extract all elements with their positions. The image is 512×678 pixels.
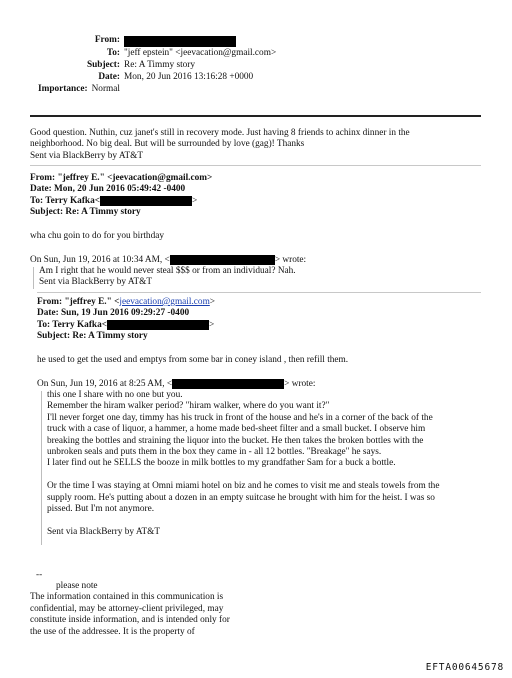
story-line: unbroken seals and puts them in the box they came in - all 12 bottles. "Breakage" he says. [47, 446, 382, 457]
msg2-subject: Subject: Re: A Timmy story [30, 207, 141, 218]
disclaimer-line: The information contained in this communication is [30, 592, 224, 603]
redaction-box [172, 379, 284, 389]
quote-line: Am I right that he would never steal $$$ or from an individual? Nah. [39, 266, 296, 276]
msg3-from-prefix: From: "jeffrey E." < [37, 297, 120, 307]
message-2-header [30, 173, 485, 219]
message-divider [30, 165, 481, 166]
redaction-box [170, 255, 275, 265]
msg2-date: Date: Mon, 20 Jun 2016 05:49:42 -0400 [30, 184, 186, 195]
disclaimer-line: confidential, may be attorney-client privileged, may [30, 603, 224, 614]
signature-separator [36, 570, 491, 581]
quote-bar [41, 391, 42, 545]
msg3-body-text: he used to get the used and emptys from some bar in coney island , then refill them. [37, 355, 349, 365]
importance-label: Importance: [38, 84, 88, 95]
story-line: I later find out he SELLS the booze in milk bottles to my grandfather Sam for a buck a bottle. [47, 458, 396, 469]
msg2-to: To: Terry Kafka< [30, 195, 101, 206]
msg3-signature: Sent via BlackBerry by AT&T [47, 526, 161, 537]
header-subject-row [30, 59, 490, 71]
msg3-to-end: > [209, 319, 215, 330]
msg3-to: To: Terry Kafka< [37, 319, 108, 330]
disclaimer [30, 581, 485, 638]
message-2-body [30, 231, 485, 242]
to-label: To: [106, 47, 120, 58]
redaction-box [100, 196, 192, 206]
message-divider [37, 292, 481, 293]
msg3-quote-intro-end: > wrote: [284, 379, 316, 390]
story-line: pissed. But I'm not anymore. [47, 503, 155, 514]
reply-line: Good question. Nuthin, cuz janet's still in recovery mode. Just having 8 friends to achinx dinner in the [30, 128, 410, 138]
msg3-subject: Subject: Re: A Timmy story [37, 331, 148, 342]
message-2-quote-intro [30, 255, 485, 266]
msg3-to-row [37, 320, 492, 331]
sig-dashes: -- [36, 570, 43, 580]
redaction-box [124, 36, 236, 47]
quote-line: Sent via BlackBerry by AT&T [39, 277, 153, 288]
message-2-quote [39, 266, 494, 289]
story-line: breaking the bottles and straining the liquor into the bucket. He then takes the broken bottles with the [47, 435, 424, 446]
story-line: I'll never forget one day, timmy has his truck in front of the house and he's in a corner of the back of the [47, 412, 433, 423]
msg3-email-link[interactable]: jeevacation@gmail.com [119, 297, 210, 307]
msg2-to-end: > [192, 195, 198, 206]
reply-body [30, 128, 485, 162]
msg2-quote-intro-row [30, 255, 485, 266]
msg3-quote-intro: On Sun, Jun 19, 2016 at 8:25 AM, < [37, 379, 173, 390]
message-3-header [37, 297, 492, 343]
to-value: "jeff epstein" <jeevacation@gmail.com> [124, 47, 277, 58]
header-importance-row [30, 84, 490, 96]
subject-label: Subject: [86, 59, 120, 70]
msg2-to-row [30, 196, 485, 207]
disclaimer-line: the use of the addressee. It is the property of [30, 626, 195, 637]
story-line: Or the time I was staying at Omni miami hotel on biz and he comes to visit me and steals towels from the [47, 481, 440, 492]
message-3-quote [47, 390, 487, 538]
msg2-body-text: wha chu goin to do for you birthday [30, 231, 165, 241]
document-id: EFTA00645678 [425, 662, 504, 673]
msg2-quote-intro-end: > wrote: [274, 255, 307, 266]
reply-line: neighborhood. No big deal. But will be surrounded by love (gag)! Thanks [30, 139, 305, 150]
disclaimer-line: constitute inside information, and is intended only for [30, 615, 230, 626]
redaction-box [107, 320, 209, 330]
msg3-quote-intro-row [37, 379, 492, 390]
paragraph-spacer [47, 515, 487, 526]
disclaimer-note: please note [56, 581, 98, 591]
message-3-quote-intro [37, 379, 492, 390]
date-label: Date: [98, 71, 120, 82]
story-line: supply room. He's putting about a dozen in an empty suitcase he brought with him for the heist. I was so [47, 492, 435, 503]
header-date-row [30, 72, 490, 84]
header-from-row [30, 35, 490, 47]
msg3-date: Date: Sun, 19 Jun 2016 09:29:27 -0400 [37, 308, 190, 319]
story-line: truck with a case of liquor, a hammer, a home made bed-sheet filter and a small bucket. I observe him [47, 424, 426, 435]
story-line: Remember the hiram walker period? "hiram walker, where do you want it?" [47, 401, 330, 412]
header-to-row [30, 47, 490, 59]
story-line: this one I share with no one but you. [47, 390, 183, 400]
email-header [30, 35, 490, 96]
from-label: From: [94, 35, 120, 46]
date-value: Mon, 20 Jun 2016 13:16:28 +0000 [124, 71, 254, 82]
msg3-from-row [37, 297, 492, 308]
message-3-body [37, 355, 492, 366]
subject-value: Re: A Timmy story [124, 59, 196, 70]
msg2-quote-intro: On Sun, Jun 19, 2016 at 10:34 AM, < [30, 255, 170, 266]
msg3-from-suffix: > [209, 297, 216, 307]
quote-bar [33, 267, 34, 289]
header-divider [30, 115, 481, 117]
reply-signature: Sent via BlackBerry by AT&T [30, 150, 144, 161]
importance-value: Normal [91, 84, 120, 95]
msg2-from: From: "jeffrey E." <jeevacation@gmail.com> [30, 173, 213, 183]
paragraph-spacer [47, 470, 487, 481]
